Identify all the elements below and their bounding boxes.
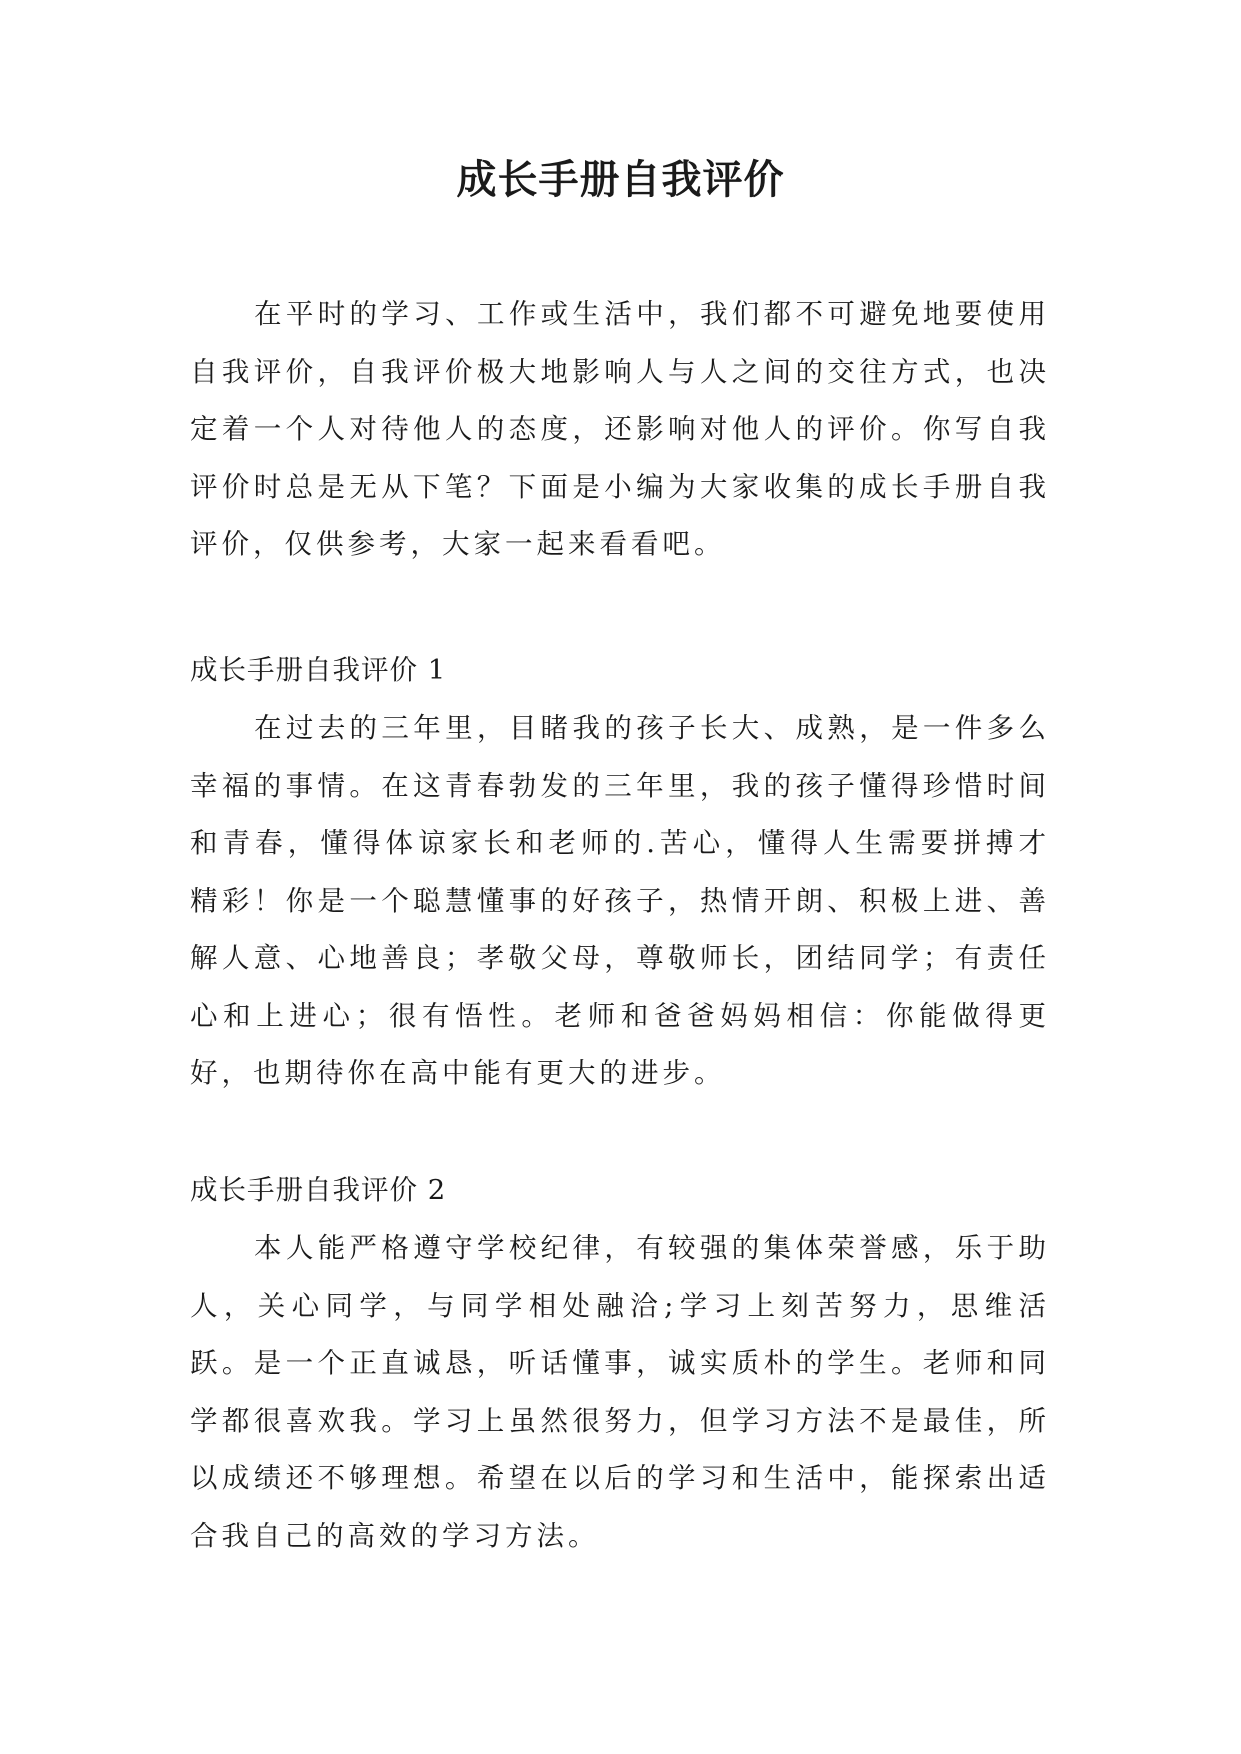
intro-paragraph: 在平时的学习、工作或生活中，我们都不可避免地要使用自我评价，自我评价极大地影响人与人之间的交往方式，也决定着一个人对待他人的态度，还影响对他人的评价。你写自我评价时总是无从下笔？下面是小编为大家收集的成长手册自我评价，仅供参考，大家一起来看看吧。 [190,298,1050,560]
section-heading-1: 成长手册自我评价 1 [190,654,447,686]
section-heading-2: 成长手册自我评价 2 [190,1174,447,1206]
section-body-1: 在过去的三年里，目睹我的孩子长大、成熟，是一件多么幸福的事情。在这青春勃发的三年里，我的孩子懂得珍惜时间和青春，懂得体谅家长和老师的.苦心，懂得人生需要拼搏才精彩！你是一个聪慧懂事的好孩子，热情开朗、积极上进、善解人意、心地善良；孝敬父母，尊敬师长，团结同学；有责任心和上进心；很有悟性。老师和爸爸妈妈相信：你能做得更好，也期待你在高中能有更大的进步。 [190,712,1050,1089]
document-title: 成长手册自我评价 [456,156,785,203]
section-body-2: 本人能严格遵守学校纪律，有较强的集体荣誉感，乐于助人，关心同学，与同学相处融洽;学习上刻苦努力，思维活跃。是一个正直诚恳，听话懂事，诚实质朴的学生。老师和同学都很喜欢我。学习上虽然很努力，但学习方法不是最佳，所以成绩还不够理想。希望在以后的学习和生活中，能探索出适合我自己的高效的学习方法。 [190,1232,1050,1552]
